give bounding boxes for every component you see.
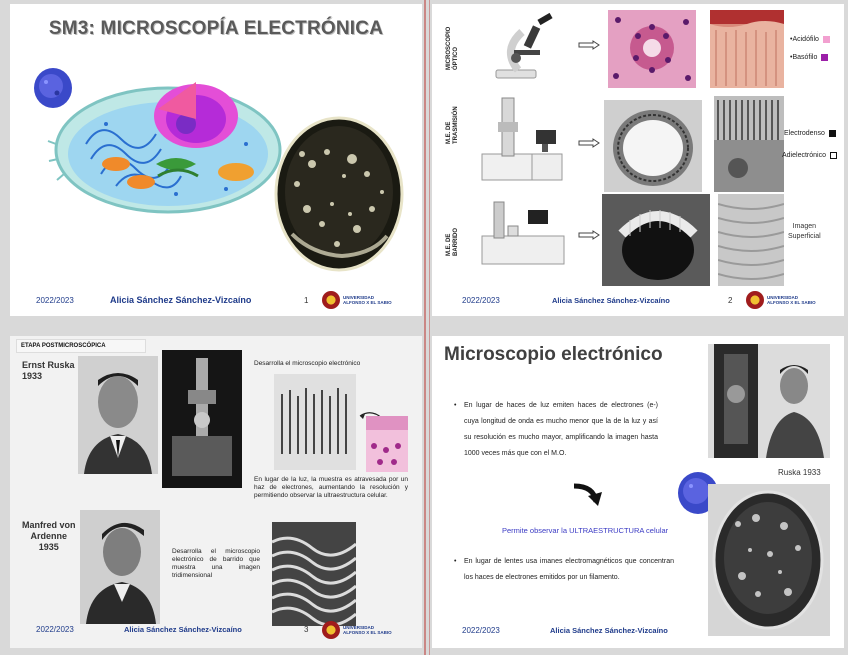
person-name-ardenne: Manfred von Ardenne 1935 <box>22 520 76 552</box>
footer-year: 2022/2023 <box>462 626 500 635</box>
tem-microscope-photo <box>162 350 242 488</box>
tem-cell-image <box>708 484 830 636</box>
swatch-adielectronico <box>830 152 837 159</box>
footer-author: Alicia Sánchez Sánchez-Vizcaíno <box>124 625 242 634</box>
slide-2 <box>432 4 844 316</box>
sem-surface-image <box>602 194 710 286</box>
photo-caption: Ruska 1933 <box>778 468 821 477</box>
page-divider-thin <box>429 0 430 655</box>
row-label-tem: M.E. DE TRASMISIÓN <box>446 106 459 144</box>
footer-year: 2022/2023 <box>36 625 74 634</box>
tem-cell-image <box>272 114 407 274</box>
sem-surface-photo <box>272 522 356 626</box>
legend-electrodenso: Electrodenso <box>784 130 836 137</box>
stage-tab: ETAPA POSTMICROSCÓPICA <box>16 339 146 353</box>
university-logo: UNIVERSIDAD ALFONSO X EL SABIO <box>322 621 392 639</box>
footer-year: 2022/2023 <box>36 296 74 305</box>
page-number: 1 <box>304 296 309 305</box>
arrow-icon <box>578 138 600 148</box>
arrow-icon <box>578 230 600 240</box>
ardenne-portrait <box>80 510 160 624</box>
university-seal-icon <box>322 621 340 639</box>
tem-microscope-image <box>480 92 566 186</box>
bullet-magnets: • En lugar de lentes usa imanes electromagnéticos que concentran los haces de electrones emitidos por un filamento. <box>464 554 674 586</box>
tem-body-text: En lugar de la luz, la muestra es atravesada por un haz de electrones, aumentando la resolución y permitiendo observar la ultraestructura celular. <box>254 476 408 499</box>
swatch-basofilo <box>821 54 828 61</box>
sem-microscope-image <box>480 196 568 268</box>
arrow-icon <box>578 40 600 50</box>
tem-title-text: Desarrolla el microscopio electrónico <box>254 360 361 367</box>
sem-description-text: Desarrolla el microscopio electrónico de barrido que muestra una imagen tridimensional <box>172 548 260 579</box>
slide-title: SM3: MICROSCOPÍA ELECTRÓNICA <box>48 18 384 39</box>
university-logo: UNIVERSIDAD ALFONSO X EL SABIO <box>746 291 816 309</box>
tem-microvilli-image <box>714 96 784 192</box>
sem-caption: Imagen Superficial <box>788 223 821 240</box>
swatch-acidofilo <box>823 36 830 43</box>
swatch-electrodenso <box>829 130 836 137</box>
bullet-electrons: • En lugar de haces de luz emiten haces de electrones (e-) cuya longitud de onda es mucho menor que la de la luz y así su resolución es mucho mayor, amplificando la imagen hasta 1000 veces más que con el M.O. <box>464 398 658 462</box>
page-divider <box>424 0 426 655</box>
legend-adielectronico: Adielectrónico <box>782 152 837 159</box>
person-name-ruska: Ernst Ruska 1933 <box>22 360 75 381</box>
sem-texture-image <box>718 194 784 286</box>
university-logo: UNIVERSIDAD ALFONSO X EL SABIO <box>322 291 392 309</box>
histology-pink-photo <box>366 416 408 472</box>
slide-1 <box>10 4 422 316</box>
legend-acidofilo: •Acidófilo <box>790 36 830 43</box>
slide-3 <box>10 336 422 648</box>
histology-epithelium-image <box>710 10 784 88</box>
university-seal-icon <box>746 291 764 309</box>
university-seal-icon <box>322 291 340 309</box>
ultrastructure-text: Permite observar la ULTRAESTRUCTURA celular <box>502 526 669 535</box>
page-number: 2 <box>728 296 733 305</box>
row-label-sem: M.E. DE BARRIDO <box>446 228 459 256</box>
footer-author: Alicia Sánchez Sánchez-Vizcaíno <box>550 626 668 635</box>
slide-4 <box>432 336 844 648</box>
ruska-with-microscope-photo <box>708 344 830 458</box>
tem-microvilli-photo <box>274 374 356 470</box>
row-label-optico: MICROSCOPIO ÓPTICO <box>446 26 459 70</box>
curved-arrow-icon <box>570 480 606 508</box>
optical-microscope-image <box>488 12 558 82</box>
histology-optical-image <box>608 10 696 88</box>
footer-year: 2022/2023 <box>462 296 500 305</box>
tem-tissue-image <box>604 100 702 192</box>
page-number: 3 <box>304 625 309 634</box>
animal-cell-illustration <box>46 64 286 224</box>
legend-basofilo: •Basófilo <box>790 54 828 61</box>
slide-title: Microscopio electrónico <box>444 344 663 365</box>
footer-author: Alicia Sánchez Sánchez-Vizcaíno <box>110 295 252 305</box>
footer-author: Alicia Sánchez Sánchez-Vizcaíno <box>552 296 670 305</box>
ruska-portrait <box>78 356 158 474</box>
